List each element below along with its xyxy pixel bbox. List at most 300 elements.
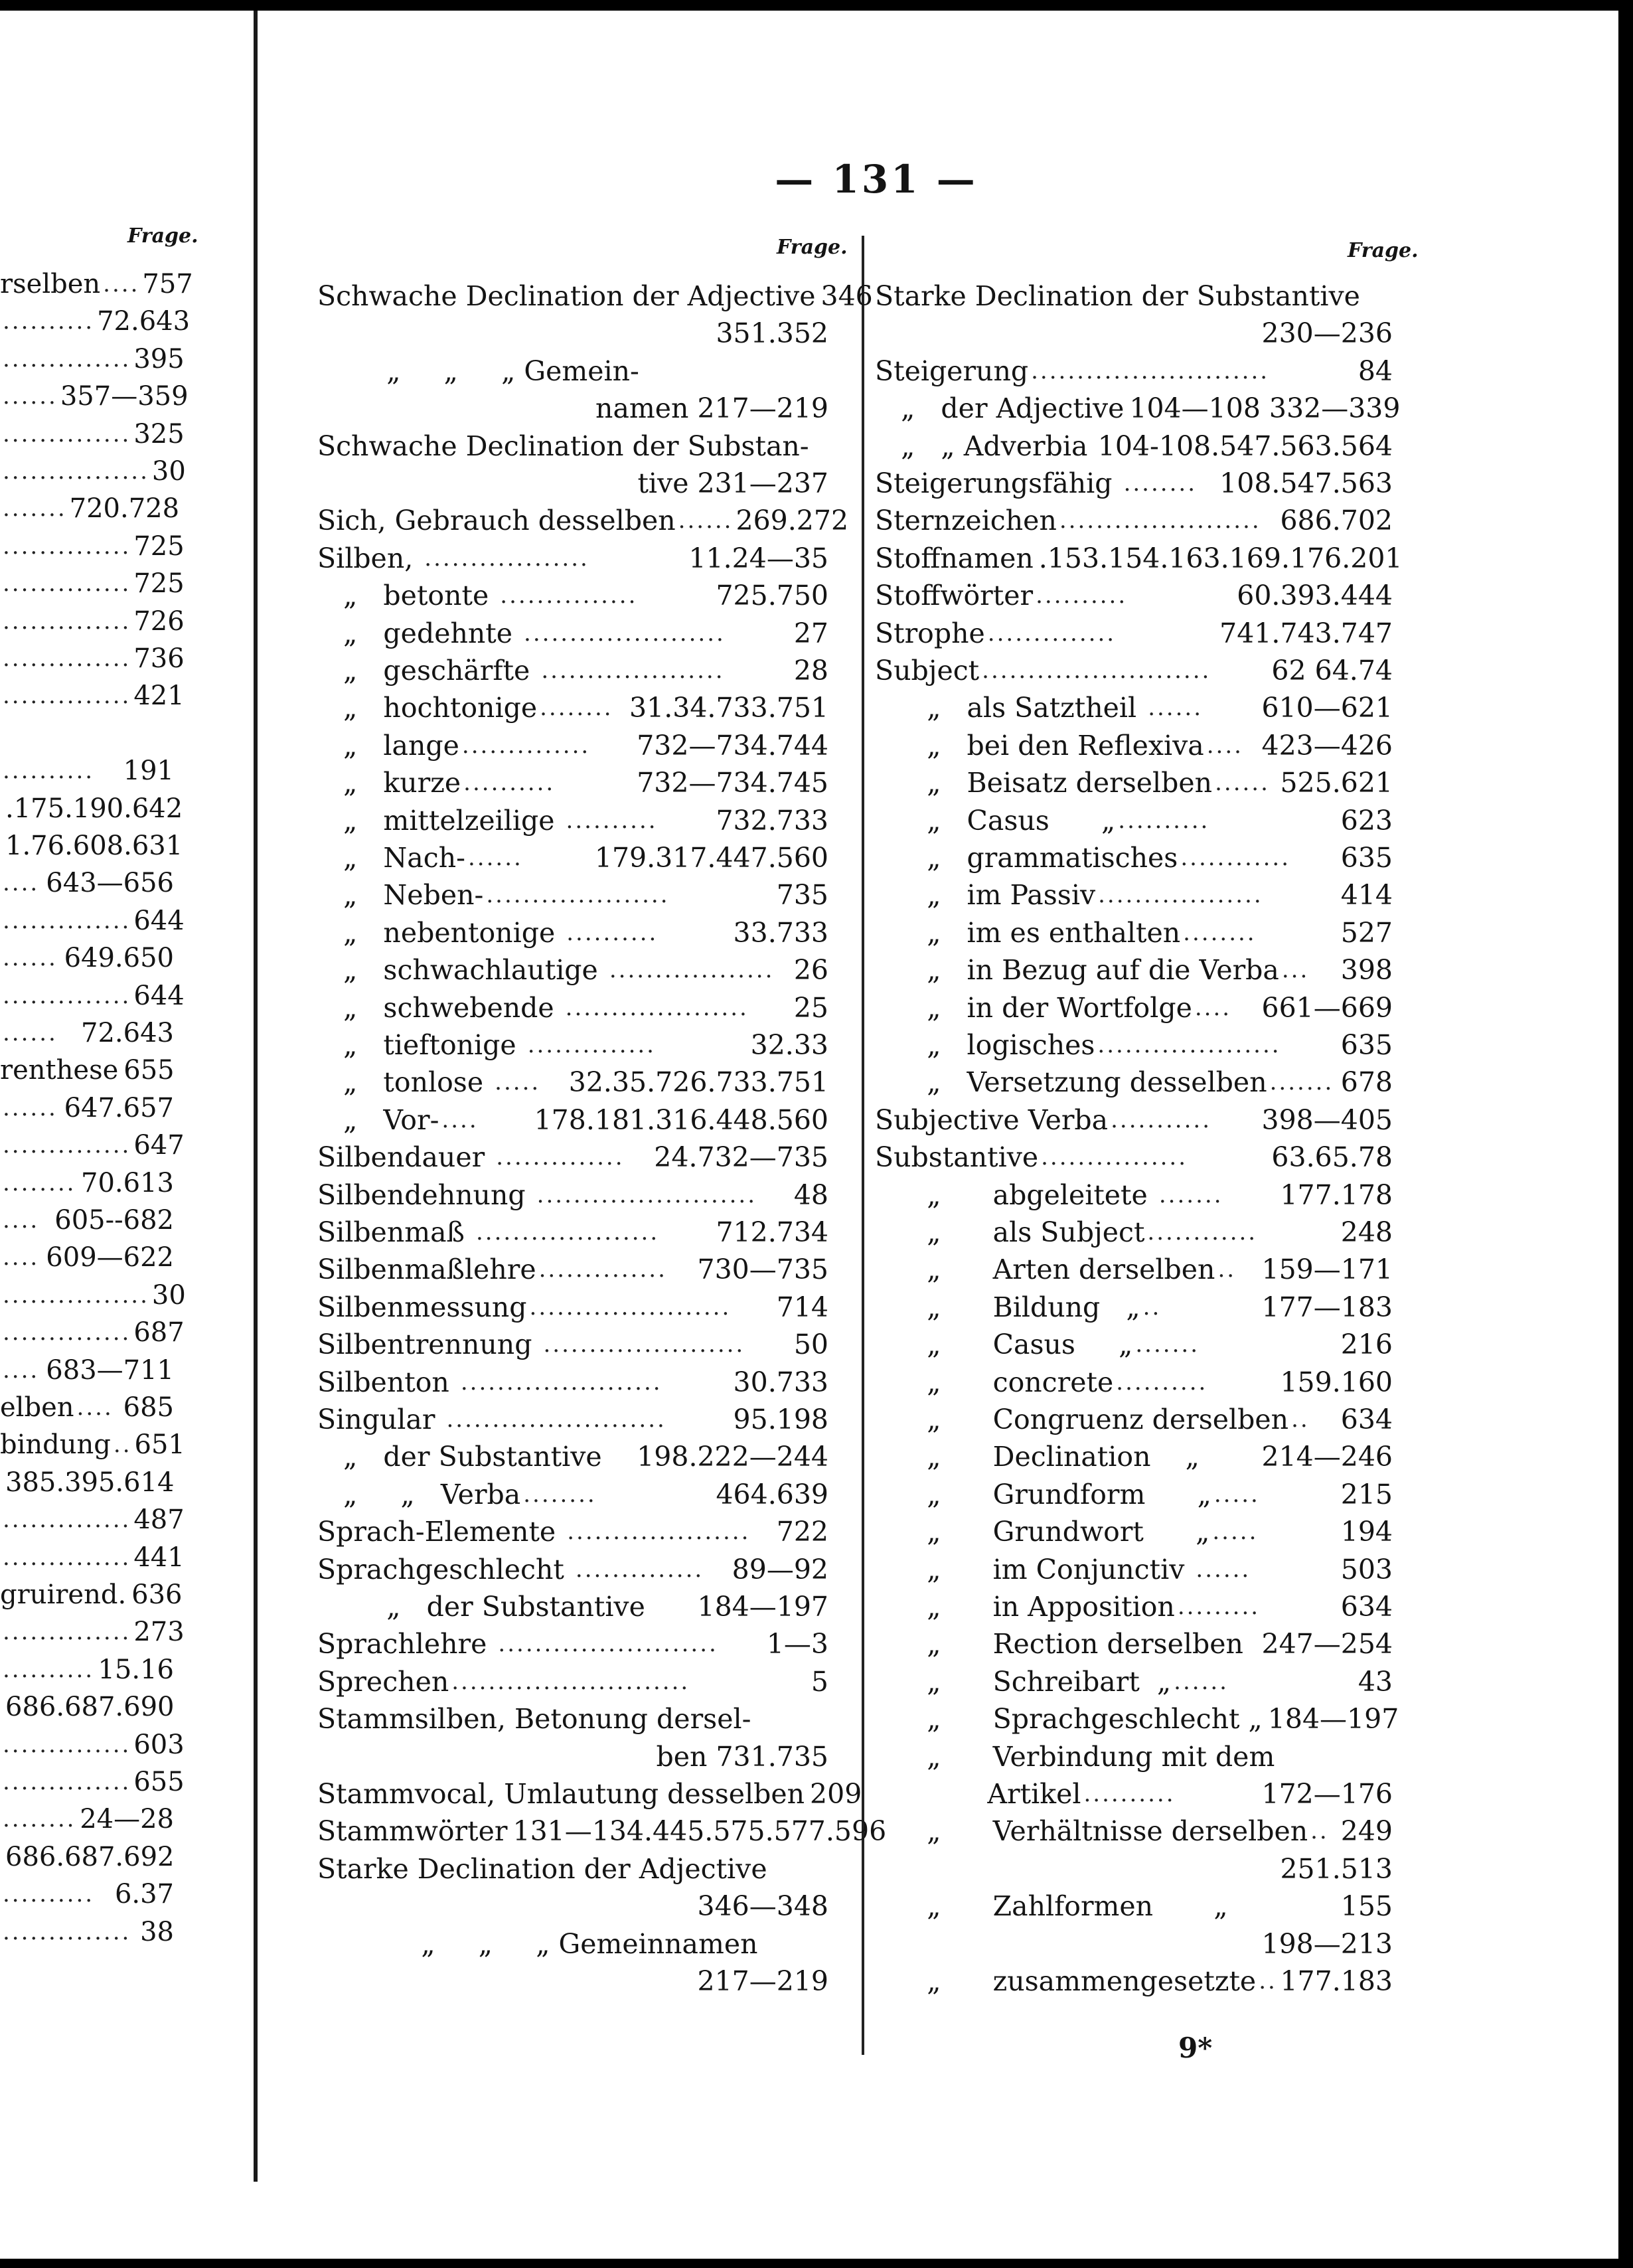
entry-term: „ Verhältnisse derselben: [875, 1815, 1308, 1848]
entry-reference-numbers: 249: [1340, 1815, 1393, 1848]
left-fragment-entry: [0, 378, 189, 415]
entry-reference-numbers: 155: [1340, 1890, 1393, 1923]
entry-term: „ der Substantive: [317, 1591, 645, 1623]
entry-reference-numbers: 441: [133, 1542, 185, 1573]
middle-column-entry: [317, 390, 828, 427]
right-column-entry: [875, 1401, 1393, 1438]
dot-leader: ....................: [565, 994, 749, 1021]
entry-reference-numbers: 216: [1340, 1329, 1393, 1361]
dot-leader: ........: [3, 1806, 76, 1833]
dot-leader: ........: [540, 694, 613, 722]
dot-leader: ......: [3, 383, 58, 410]
entry-reference-numbers: 325: [133, 418, 185, 449]
entry-reference-numbers: 732—734.744: [637, 729, 828, 762]
entry-term: rselben: [0, 269, 101, 299]
entry-term: „ Schreibart „: [875, 1665, 1172, 1698]
entry-reference-numbers: 95.198: [733, 1404, 828, 1435]
left-fragment-entry: [0, 1726, 185, 1763]
entry-term: „ „ „ Gemein-: [317, 355, 639, 387]
right-column-entry: [875, 353, 1393, 390]
right-column-entry: [875, 1775, 1393, 1813]
right-column-entry: [875, 1251, 1393, 1288]
entry-reference-numbers: 172—176: [1261, 1778, 1393, 1810]
entry-reference-numbers: 30.733: [733, 1366, 828, 1398]
entry-term: Silbenton: [317, 1366, 458, 1398]
entry-term: „ Sprachgeschlecht „: [875, 1703, 1263, 1736]
entry-term: „ „ „ Gemeinnamen: [317, 1927, 758, 1960]
entry-term: Artikel: [875, 1778, 1081, 1810]
entry-term: „ Casus „: [875, 1329, 1133, 1361]
middle-column-entry: [317, 727, 828, 764]
middle-column-entry: [317, 1813, 887, 1850]
dot-leader: ....: [3, 1244, 40, 1271]
dot-leader: ..............: [3, 345, 131, 372]
dot-leader: .....: [1213, 1481, 1260, 1508]
dot-leader: ..........: [1116, 1368, 1208, 1396]
entry-term: bindung: [0, 1429, 111, 1461]
entry-term: „ im Passiv: [875, 879, 1096, 912]
entry-reference-numbers: 714: [776, 1291, 828, 1323]
left-fragment-entry: [0, 1426, 185, 1463]
right-column-entry: [875, 1139, 1393, 1176]
entry-term: „ Arten derselben: [875, 1254, 1215, 1286]
middle-column-entry: [317, 1551, 828, 1588]
entry-term: „ in der Wortfolge: [875, 991, 1192, 1024]
entry-reference-numbers: 48: [793, 1178, 828, 1211]
entry-reference-numbers: 732.733: [716, 804, 828, 837]
entry-reference-numbers: 644: [133, 980, 185, 1011]
entry-reference-numbers: 26: [793, 954, 828, 987]
dot-leader: ....: [3, 1207, 40, 1234]
entry-reference-numbers: 398—405: [1261, 1103, 1393, 1136]
dot-leader: ................: [3, 1281, 149, 1309]
right-column-entry: [875, 876, 1393, 914]
middle-column-entry: [317, 1326, 828, 1363]
dot-leader: ..............: [3, 982, 131, 1009]
middle-column-entry: [317, 1925, 828, 1963]
entry-reference-numbers: 527: [1340, 916, 1393, 949]
entry-reference-numbers: 30: [151, 456, 186, 487]
entry-term: Steigerungsfähig: [875, 467, 1121, 499]
entry-reference-numbers: 735: [776, 879, 828, 912]
entry-term: Stammsilben, Betonung dersel-: [317, 1703, 751, 1736]
dot-leader: ..............: [987, 619, 1117, 647]
dot-leader: ......: [467, 845, 523, 871]
entry-term: „ geschärfte: [317, 655, 539, 687]
middle-column-entry: [317, 1214, 828, 1251]
dot-leader: ......................: [524, 619, 726, 647]
entry-reference-numbers: 251.513: [1280, 1852, 1393, 1885]
dot-leader: ..............: [538, 1256, 667, 1283]
scan-border-bottom: [0, 2259, 1633, 2268]
entry-reference-numbers: 741.743.747: [1219, 617, 1393, 649]
dot-leader: ......: [3, 1094, 58, 1121]
middle-column-entry: [317, 1176, 828, 1214]
middle-column-entry: [317, 1139, 828, 1176]
entry-reference-numbers: 104—108 332—339: [1129, 392, 1401, 425]
middle-column-entry: [317, 1588, 828, 1625]
entry-term: „ Declination „: [875, 1441, 1200, 1473]
entry-reference-numbers: 487: [133, 1504, 185, 1536]
dot-leader: ......................: [529, 1293, 732, 1321]
scan-border-right: [1618, 0, 1633, 2268]
entry-reference-numbers: 623: [1340, 804, 1393, 837]
right-column-entry: [875, 1289, 1393, 1326]
right-column-entry: [875, 1026, 1393, 1064]
middle-column-entry: [317, 802, 828, 839]
entry-reference-numbers: ben 731.735: [656, 1740, 828, 1773]
dot-leader: ..........: [1118, 807, 1210, 834]
entry-term: Stammwörter: [317, 1815, 508, 1848]
dot-leader: ..............: [3, 608, 131, 635]
entry-term: „ „ Verba: [317, 1478, 521, 1510]
entry-reference-numbers: 414: [1340, 879, 1393, 912]
dot-leader: ..........: [3, 758, 95, 785]
entry-term: „ in Bezug auf die Verba: [875, 954, 1279, 987]
entry-reference-numbers: 60.393.444: [1237, 580, 1393, 612]
middle-column-entry: [317, 577, 828, 614]
left-fragment-entry: [0, 1239, 174, 1276]
entry-reference-numbers: 346: [820, 280, 873, 312]
dot-leader: ....: [103, 271, 140, 297]
right-column-entry: [875, 1700, 1399, 1738]
dot-leader: ............: [1147, 1219, 1258, 1246]
dot-leader: ..........: [1083, 1781, 1176, 1807]
entry-reference-numbers: 15.16: [98, 1654, 174, 1685]
right-column-entry: [875, 1364, 1393, 1401]
right-column-entry: [875, 1214, 1393, 1251]
entry-term: „ lange: [317, 729, 459, 762]
entry-term: „ Beisatz derselben: [875, 767, 1213, 799]
dot-leader: ......................: [460, 1368, 662, 1396]
left-fragment-entry: [0, 1688, 174, 1726]
entry-term: Silbentrennung: [317, 1329, 541, 1361]
dot-leader: ..: [1291, 1406, 1310, 1433]
entry-reference-numbers: tive 231—237: [637, 467, 828, 499]
right-column-entry: [875, 1738, 1393, 1775]
left-fragment-entry: [0, 1127, 185, 1164]
entry-term: Schwache Declination der Substan-: [317, 430, 809, 462]
entry-term: „ mittelzeilige: [317, 804, 564, 837]
entry-term: Sprachlehre: [317, 1628, 496, 1660]
dot-leader: ..............: [527, 1032, 656, 1058]
middle-column-entry: [317, 278, 873, 315]
right-column-entry: [875, 1326, 1393, 1363]
middle-column-entry: [317, 1513, 828, 1550]
entry-term: „ zusammengesetzte: [875, 1965, 1257, 1997]
entry-reference-numbers: 273: [133, 1617, 185, 1648]
entry-term: „ im es enthalten: [875, 916, 1181, 949]
entry-reference-numbers: 647.657: [64, 1092, 174, 1123]
middle-column-entry: [317, 1775, 862, 1813]
dot-leader: ....: [1194, 994, 1232, 1021]
dot-leader: ..........: [3, 1656, 95, 1683]
right-column-entry: [875, 839, 1393, 876]
left-fragment-entry: [0, 640, 185, 677]
right-column-entry: [875, 1551, 1393, 1588]
entry-reference-numbers: 72.643: [97, 306, 191, 337]
right-column-entry: [875, 1963, 1393, 2000]
entry-reference-numbers: 62 64.74: [1271, 655, 1393, 687]
right-column-entry: [875, 540, 1403, 577]
entry-reference-numbers: 131—134.445.575.577.596: [512, 1815, 887, 1848]
left-fragment-entry: [0, 603, 185, 640]
book-gutter: [254, 11, 258, 2182]
entry-term: „ hochtonige: [317, 692, 538, 724]
dot-leader: ..............: [3, 683, 131, 710]
dot-leader: ..........: [1036, 582, 1128, 609]
entry-reference-numbers: 215: [1340, 1478, 1393, 1510]
dot-leader: ......: [1196, 1556, 1251, 1583]
left-fragment-entry: [0, 1202, 174, 1239]
dot-leader: ........: [3, 1169, 76, 1196]
entry-reference-numbers: 357—359: [60, 381, 189, 412]
middle-column-entry: [317, 465, 828, 502]
dot-leader: ............: [1180, 845, 1291, 871]
dot-leader: ....: [3, 1356, 40, 1384]
entry-reference-numbers: 686.687.690: [5, 1692, 175, 1723]
dot-leader: ..: [1217, 1256, 1237, 1283]
middle-column-entry: [317, 1438, 828, 1475]
entry-term: Sternzeichen: [875, 505, 1057, 537]
entry-reference-numbers: 686.687.692: [5, 1841, 175, 1872]
right-column-entry: [875, 1888, 1393, 1925]
dot-leader: ..........: [3, 308, 95, 335]
entry-reference-numbers: 346—348: [697, 1890, 828, 1923]
entry-term: „ der Adjective: [875, 392, 1125, 425]
left-fragment-entry: [0, 902, 185, 939]
page-number: — 131 —: [775, 157, 978, 202]
entry-reference-numbers: 635: [1340, 842, 1393, 874]
middle-column-entry: [317, 951, 828, 989]
entry-reference-numbers: 395: [133, 343, 185, 374]
entry-term: „ tieftonige: [317, 1029, 525, 1061]
entry-term: „ concrete: [875, 1366, 1114, 1398]
dot-leader: ......................: [543, 1331, 745, 1358]
entry-term: Silbenmaßlehre: [317, 1254, 536, 1286]
entry-term: Silbendauer: [317, 1141, 494, 1174]
entry-reference-numbers: .175.190.642: [5, 793, 183, 824]
entry-reference-numbers: 25: [793, 991, 828, 1024]
entry-term: „ als Subject: [875, 1216, 1145, 1248]
entry-reference-numbers: .153.154.163.169.176.201: [1038, 542, 1403, 574]
entry-reference-numbers: 24.732—735: [654, 1141, 828, 1174]
entry-term: Sprachgeschlecht: [317, 1553, 573, 1585]
entry-reference-numbers: 732—734.745: [637, 767, 828, 799]
entry-reference-numbers: 177.178: [1280, 1178, 1393, 1211]
entry-reference-numbers: 351.352: [716, 317, 828, 350]
right-column-entry: [875, 1625, 1393, 1662]
dot-leader: ..............: [496, 1144, 625, 1171]
entry-term: „ Casus „: [875, 804, 1116, 837]
right-column-entry: [875, 652, 1393, 689]
dot-leader: ..............: [3, 1506, 131, 1534]
left-fragment-entry: [0, 490, 180, 527]
middle-column-entry: [317, 540, 828, 577]
dot-leader: ....................: [541, 657, 725, 684]
middle-column-entry: [317, 764, 828, 801]
left-fragment-entry: [0, 416, 185, 453]
dot-leader: ..............: [3, 907, 131, 934]
middle-column-entry: [317, 1663, 828, 1700]
dot-leader: ...: [1281, 957, 1310, 984]
middle-column-entry: [317, 428, 828, 465]
left-fragment-entry: [0, 1314, 185, 1351]
dot-leader: ..................: [424, 544, 589, 572]
entry-term: „ Nach-: [317, 842, 465, 874]
dot-leader: ....: [441, 1106, 479, 1133]
right-column-entry: [875, 1176, 1393, 1214]
middle-column-entry: [317, 353, 828, 390]
entry-term: Subject: [875, 655, 980, 687]
entry-term: „ Zahlformen „: [875, 1890, 1228, 1923]
left-fragment-entry: [0, 1651, 174, 1688]
dot-leader: ..: [113, 1431, 132, 1459]
entry-reference-numbers: 385.395.614: [5, 1467, 175, 1498]
right-column-entry: [875, 278, 1393, 315]
middle-column-entry: [317, 1101, 828, 1139]
dot-leader: .........: [1177, 1593, 1261, 1620]
entry-term: „ Rection derselben: [875, 1628, 1243, 1660]
dot-leader: .....: [1212, 1518, 1259, 1546]
middle-column-entry: [317, 1401, 828, 1438]
dot-leader: ..: [1259, 1968, 1277, 1994]
entry-term: „ Versetzung desselben: [875, 1066, 1267, 1099]
dot-leader: ...............: [500, 582, 638, 609]
entry-reference-numbers: 198.222—244: [637, 1441, 828, 1473]
entry-term: „ schwebende: [317, 991, 563, 1024]
middle-column-entry: [317, 1700, 828, 1738]
entry-reference-numbers: 108.547.563: [1219, 467, 1393, 499]
entry-reference-numbers: 686.702: [1280, 505, 1393, 537]
entry-term: Strophe: [875, 617, 985, 649]
entry-reference-numbers: 214—246: [1261, 1441, 1393, 1473]
entry-reference-numbers: 84: [1358, 355, 1393, 387]
dot-leader: ..........: [566, 807, 658, 834]
entry-term: „ tonlose: [317, 1066, 493, 1099]
entry-term: Sprechen: [317, 1665, 449, 1698]
entry-term: „ Bildung „: [875, 1291, 1140, 1323]
entry-reference-numbers: 89—92: [732, 1553, 828, 1585]
entry-reference-numbers: 198—213: [1261, 1927, 1393, 1960]
dot-leader: ........: [523, 1481, 597, 1508]
dot-leader: ..........: [3, 1881, 95, 1908]
frage-label-middle: Frage.: [777, 236, 848, 259]
dot-leader: ......................: [1059, 507, 1261, 534]
right-column-entry: [875, 1438, 1393, 1475]
entry-term: Starke Declination der Adjective: [317, 1852, 767, 1885]
entry-reference-numbers: 72.643: [81, 1018, 174, 1048]
dot-leader: ..........: [566, 919, 659, 946]
middle-column-entry: [317, 876, 828, 914]
left-fragment-entry: [0, 1389, 174, 1426]
dot-leader: ..........: [463, 770, 556, 797]
middle-column-entry: [317, 689, 828, 726]
entry-reference-numbers: 726: [133, 606, 185, 637]
entry-reference-numbers: 178.181.316.448.560: [534, 1103, 828, 1136]
entry-reference-numbers: 104-108.547.563.564: [1097, 430, 1393, 462]
left-fragment-entry: [0, 827, 183, 864]
entry-reference-numbers: 655: [123, 1055, 175, 1086]
entry-term: Stammvocal, Umlautung desselben: [317, 1778, 805, 1810]
entry-reference-numbers: 194: [1340, 1516, 1393, 1548]
entry-reference-numbers: 647: [133, 1130, 185, 1161]
entry-term: renthese: [0, 1055, 119, 1086]
entry-term: elben: [0, 1392, 74, 1423]
left-fragment-entry: [0, 1613, 185, 1651]
dot-leader: ........................: [446, 1406, 666, 1433]
entry-reference-numbers: 184—197: [1267, 1703, 1399, 1736]
entry-term: „ Congruenz derselben: [875, 1404, 1289, 1435]
entry-reference-numbers: 421: [133, 681, 185, 712]
middle-column-entry: [317, 1289, 828, 1326]
entry-reference-numbers: 644: [133, 905, 185, 936]
entry-term: „ grammatisches: [875, 842, 1178, 874]
entry-term: Starke Declination der Substantive: [875, 280, 1360, 312]
left-fragment-entry: [0, 1576, 183, 1613]
dot-leader: .....: [495, 1069, 541, 1096]
middle-column-entry: [317, 1738, 828, 1775]
signature-mark: 9*: [1178, 2032, 1213, 2064]
left-fragment-entry: [0, 1014, 174, 1052]
dot-leader: ..............: [3, 570, 131, 598]
entry-term: „ logisches: [875, 1029, 1095, 1061]
entry-term: gruirend.: [0, 1580, 127, 1610]
entry-term: „ betonte: [317, 580, 498, 612]
entry-reference-numbers: 661—669: [1261, 991, 1393, 1024]
middle-column-entry: [317, 1625, 828, 1662]
entry-reference-numbers: 1.76.608.631: [5, 831, 183, 861]
dot-leader: ..................: [1098, 882, 1263, 909]
dot-leader: ..............: [3, 1918, 131, 1945]
entry-reference-numbers: 179.317.447.560: [594, 842, 828, 874]
dot-leader: ...........: [1111, 1106, 1212, 1133]
left-fragment-entry: [0, 864, 174, 902]
dot-leader: ................: [3, 458, 149, 485]
left-fragment-entry: [0, 677, 185, 714]
right-column-entry: [875, 689, 1393, 726]
entry-reference-numbers: 655: [133, 1767, 185, 1797]
entry-reference-numbers: 63.65.78: [1271, 1141, 1393, 1174]
middle-column-entry: [317, 989, 828, 1026]
entry-reference-numbers: 177—183: [1261, 1291, 1393, 1323]
entry-reference-numbers: 177.183: [1280, 1965, 1393, 1997]
entry-reference-numbers: 159—171: [1261, 1254, 1393, 1286]
dot-leader: .......: [3, 495, 67, 523]
dot-leader: ......: [1215, 770, 1270, 797]
right-column-entry: [875, 802, 1393, 839]
entry-reference-numbers: 28: [793, 655, 828, 687]
middle-column-entry: [317, 839, 828, 876]
right-column-entry: [875, 465, 1393, 502]
right-column-entry: [875, 914, 1393, 951]
left-fragment-entry: [0, 303, 191, 340]
entry-term: Stoffnamen: [875, 542, 1034, 574]
middle-column-entry: [317, 502, 849, 539]
dot-leader: .......: [1158, 1181, 1223, 1208]
dot-leader: ......: [678, 507, 734, 534]
dot-leader: ..............: [3, 1544, 131, 1571]
entry-reference-numbers: 610—621: [1261, 692, 1393, 724]
entry-reference-numbers: 32.35.726.733.751: [568, 1066, 828, 1099]
entry-reference-numbers: 33.733: [733, 916, 828, 949]
entry-reference-numbers: 1—3: [766, 1628, 828, 1660]
frage-label-left: Frage.: [127, 224, 198, 248]
entry-reference-numbers: 634: [1340, 1404, 1393, 1435]
middle-column-entry: [317, 1963, 828, 2000]
dot-leader: ..........................: [451, 1668, 690, 1695]
middle-column-entry: [317, 1026, 828, 1064]
